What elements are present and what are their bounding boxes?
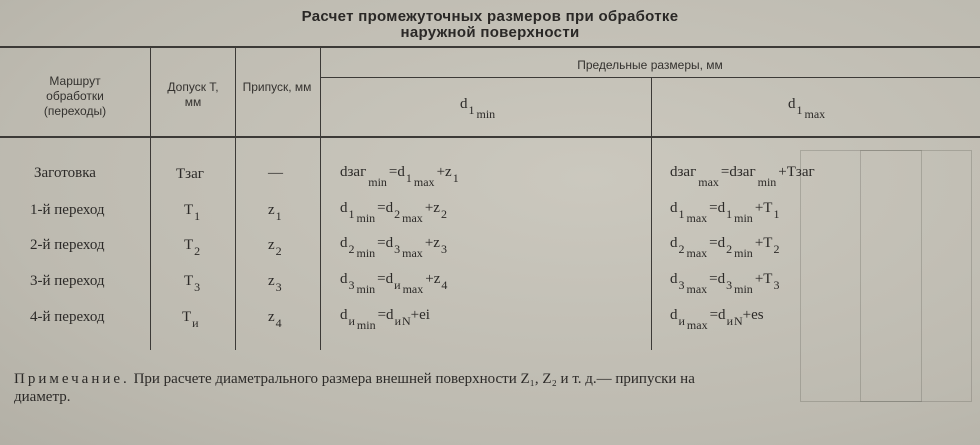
col-divider-1 <box>150 48 151 350</box>
row-min-2: $d_2$ $_{min}=d_3$ $_{max}+z_3$ <box>340 235 447 260</box>
row-min-0: $dзаг_{min}=d_1$ $_{max}+z_1$ <box>340 164 459 189</box>
header-sub-rule <box>320 77 980 78</box>
header-route: Маршрут обработки (переходы) <box>43 74 107 118</box>
header-dmin: $d_1$ $_{min}$ <box>460 96 496 121</box>
row-max-4: $d_и$ $_{max}=d_{иN}+es$ <box>670 307 764 332</box>
table-title-line1: Расчет промежуточных размеров при обработке <box>301 8 679 25</box>
row-allow-2: $z_2$ <box>268 237 282 258</box>
header-allowance: Припуск, мм <box>242 80 312 94</box>
table-top-rule <box>0 46 980 48</box>
header-tolerance: Допуск Т, мм <box>167 80 219 109</box>
background-sketch-2 <box>860 150 922 402</box>
row-tol-0: Tзаг <box>176 166 204 182</box>
row-min-4: $d_и$ $_{min}=d_{иN}+ei$ <box>340 307 430 332</box>
col-divider-4 <box>651 77 652 350</box>
row-route-1: 1-й переход <box>30 202 105 218</box>
row-route-0: Заготовка <box>34 165 96 181</box>
row-tol-1: $T_1$ <box>184 202 201 223</box>
table-note <box>14 370 974 406</box>
header-bottom-rule <box>0 136 980 138</box>
header-limits: Предельные размеры, мм <box>577 58 723 72</box>
row-route-3: 3-й переход <box>30 273 105 289</box>
col-divider-3 <box>320 48 321 350</box>
row-tol-3: $T_3$ <box>184 273 201 294</box>
row-allow-1: $z_1$ <box>268 202 282 223</box>
row-route-4: 4-й переход <box>30 309 105 325</box>
note-label: Примечание. <box>14 371 130 387</box>
note-text-line2: диаметр. <box>14 389 71 405</box>
row-tol-2: $T_2$ <box>184 237 201 258</box>
row-min-3: $d_3$ $_{min}=d_и$ $_{max}+z_4$ <box>340 271 448 296</box>
row-max-1: $d_1$ $_{max}=d_1$ $_{min}+T_1$ <box>670 200 780 225</box>
row-allow-0: — <box>268 165 283 181</box>
row-max-2: $d_2$ $_{max}=d_2$ $_{min}+T_2$ <box>670 235 780 260</box>
row-min-1: $d_1$ $_{min}=d_2$ $_{max}+z_2$ <box>340 200 447 225</box>
header-dmax: $d_1$ $_{max}$ <box>788 96 826 121</box>
row-allow-4: $z_4$ <box>268 309 282 330</box>
row-allow-3: $z_3$ <box>268 273 282 294</box>
table-title-line2: наружной поверхности <box>400 24 580 41</box>
row-tol-4: $T_и$ <box>182 309 199 330</box>
row-route-2: 2-й переход <box>30 237 105 253</box>
note-text: При расчете диаметрального размера внешней поверхности Z₁, Z₂ и т. д.— припуски на <box>129 371 695 387</box>
row-max-3: $d_3$ $_{max}=d_3$ $_{min}+T_3$ <box>670 271 780 296</box>
row-max-0: dзаг$_{max}$=dзаг$_{min}$+Tзаг <box>670 164 815 189</box>
col-divider-2 <box>235 48 236 350</box>
